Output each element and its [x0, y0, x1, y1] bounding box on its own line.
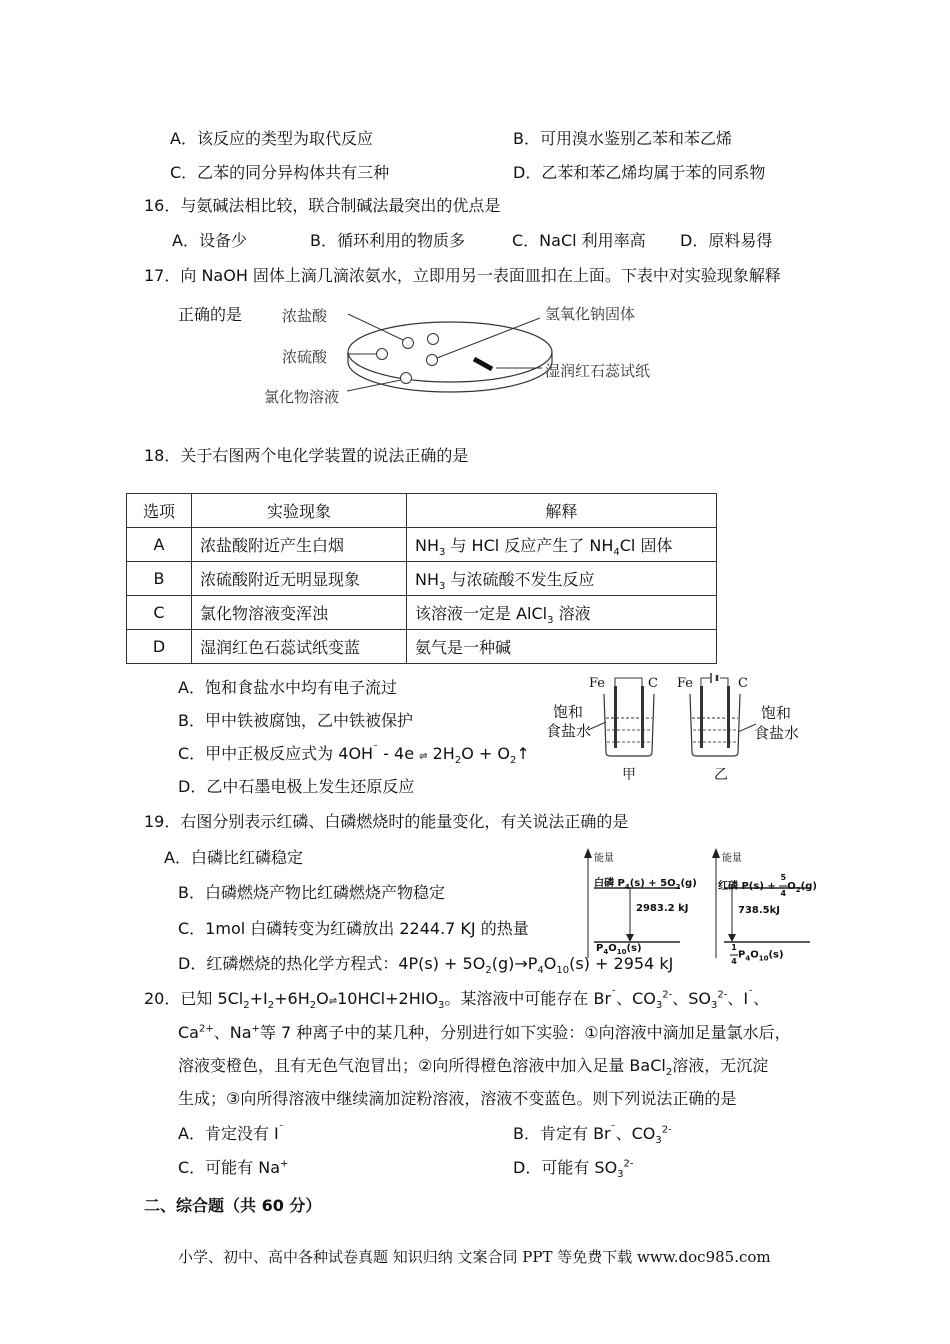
header-explanation: 解释 — [407, 494, 717, 528]
q20-line2: $Ca^{2+}$、Na+等 7 种离子中的某几种，分别进行如下实验：①向溶液中滴加足量氯水后， — [178, 1023, 791, 1042]
q17-stem-line1: 17．向 NaOH 固体上滴几滴浓氨水，立即用另一表面皿扣在上面。下表中对实验现象解释 — [144, 266, 781, 285]
white-axis-arrow — [584, 848, 592, 858]
yi-fe-label: Fe — [677, 676, 694, 691]
yi-beaker — [690, 694, 740, 756]
table-header — [127, 494, 717, 528]
label-chloride: 氯化物溶液 — [264, 388, 340, 406]
row-phenomenon: 湿润红色石蕊试纸变蓝 — [192, 630, 407, 664]
row-phenomenon: 浓盐酸附近产生白烟 — [192, 528, 407, 562]
experiment-table — [126, 493, 717, 664]
label-hcl: 浓盐酸 — [282, 307, 328, 325]
litmus-paper — [474, 359, 492, 369]
q19-option-c: C．1mol 白磷转变为红磷放出 2244.7 KJ 的热量 — [178, 919, 529, 938]
red-energy-label: 能量 — [722, 853, 742, 864]
table-row — [127, 562, 717, 596]
row-option: C — [127, 596, 192, 630]
q18-stem: 18．关于右图两个电化学装置的说法正确的是 — [144, 446, 469, 465]
q20-option-b: B．肯定有 $Br^ˉ$、$CO_3^{2-}$ — [513, 1124, 672, 1147]
q19-stem: 19．右图分别表示红磷、白磷燃烧时的能量变化，有关说法正确的是 — [144, 812, 629, 831]
q19-option-a: A．白磷比红磷稳定 — [164, 848, 303, 867]
jia-label: 甲 — [622, 767, 636, 783]
yi-c-electrode — [727, 686, 730, 748]
q16-option-b: B．循环利用的物质多 — [310, 231, 465, 250]
q20-option-d: D．可能有 $SO_3^{2-}$ — [513, 1158, 634, 1181]
row-phenomenon: 氯化物溶液变浑浊 — [192, 596, 407, 630]
q15-option-a: A．该反应的类型为取代反应 — [170, 129, 373, 148]
q18-option-d: D．乙中石墨电极上发生还原反应 — [178, 777, 415, 796]
header-option: 选项 — [127, 494, 192, 528]
jia-solution-label-2: 食盐水 — [546, 722, 592, 740]
jia-fe-label: Fe — [589, 676, 606, 691]
q17-stem-line2: 正确的是 — [178, 305, 243, 324]
yi-c-label: C — [738, 676, 748, 691]
q18-option-b: B．甲中铁被腐蚀，乙中铁被保护 — [178, 711, 413, 730]
q18-option-c: C．甲中正极反应式为 $4OH^ˉ - 4e$ ⇌ $2H_2O$ + $O_2↑$ — [178, 744, 530, 767]
white-enthalpy-value: 2983.2 kJ — [636, 903, 689, 914]
jia-beaker — [604, 694, 654, 756]
label-litmus: 湿润红石蕊试纸 — [545, 362, 651, 380]
row-explanation: 氨气是一种碱 — [407, 630, 717, 664]
row-explanation: $NH_3$ 与浓硫酸不发生反应 — [407, 562, 717, 596]
row-option: D — [127, 630, 192, 664]
row-option: B — [127, 562, 192, 596]
red-enthalpy-value: 738.5kJ — [738, 905, 781, 916]
row-phenomenon: 浓硫酸附近无明显现象 — [192, 562, 407, 596]
q20-option-a: A．肯定没有 $I^ˉ$ — [178, 1124, 284, 1143]
row-option: A — [127, 528, 192, 562]
row-explanation: $NH_3$ 与 HCl 反应产生了 $NH_4Cl$ 固体 — [407, 528, 717, 562]
q16-stem: 16．与氨碱法相比较，联合制碱法最突出的优点是 — [144, 196, 501, 215]
red-product-label: 1 ― $4P_4O_{10}(s)$ — [730, 943, 784, 966]
h2so4-drop — [377, 349, 388, 360]
q16-option-d: D．原料易得 — [680, 231, 773, 250]
q16-option-c: C．NaCl 利用率高 — [512, 231, 646, 250]
q18-option-a: A．饱和食盐水中均有电子流过 — [178, 678, 397, 697]
page-footer: 小学、初中、高中各种试卷真题 知识归纳 文案合同 PPT 等免费下载 www.doc985.com — [178, 1248, 771, 1266]
jia-fe-electrode — [614, 686, 617, 748]
yi-fe-electrode — [700, 686, 703, 748]
table-row — [127, 630, 717, 664]
jia-solution-label-1: 饱和 — [553, 703, 584, 721]
yi-label: 乙 — [714, 767, 728, 783]
q15-option-b: B．可用溴水鉴别乙苯和苯乙烯 — [513, 129, 732, 148]
table-row — [127, 596, 717, 630]
red-reactant-label: 红磷 P(s) + 5 ― $4O_2(g)$ — [718, 873, 817, 898]
white-product-label: $P_4O_{10}(s)$ — [596, 943, 642, 956]
jia-c-electrode — [641, 686, 644, 748]
q15-option-c: C．乙苯的同分异构体共有三种 — [170, 163, 390, 182]
yi-wire-left — [701, 678, 710, 686]
section-2-heading: 二、综合题（共 60 分） — [144, 1196, 322, 1215]
q19-option-b: B．白磷燃烧产物比红磷燃烧产物稳定 — [178, 883, 445, 902]
yi-solution-label-2: 食盐水 — [754, 724, 800, 742]
q20-line4: 生成；③向所得溶液中继续滴加淀粉溶液，溶液不变蓝色。则下列说法正确的是 — [178, 1089, 737, 1108]
hcl-drop — [403, 338, 414, 349]
yi-wire-right — [720, 678, 728, 686]
header-phenomenon: 实验现象 — [192, 494, 407, 528]
q16-option-a: A．设备少 — [172, 231, 247, 250]
white-reactant-label: 白磷 $P_4(s) + 5O_2(g)$ — [594, 878, 697, 891]
yi-solution-label-1: 饱和 — [761, 704, 792, 722]
q19-option-d: D．红磷燃烧的热化学方程式：$4P(s) + 5O_2(g)\to P_4O_{10}(s) + 2954$ kJ — [178, 954, 674, 977]
q20-option-c: C．可能有 Na+ — [178, 1158, 289, 1177]
label-h2so4: 浓硫酸 — [282, 348, 328, 366]
chloride-drop — [401, 373, 412, 384]
q20-line1: 20．已知 $5Cl_2+I_2+6H_2O\rightleftharpoons 10HCl+2HIO_3$。某溶液中可能存在 $Br^ˉ$、$CO_3^{2-}$、$SO_3^{2-}$、$I^ˉ$、 — [144, 989, 770, 1012]
white-energy-label: 能量 — [594, 853, 614, 864]
table-row — [127, 528, 717, 562]
q20-line3: 溶液变橙色，且有无色气泡冒出；②向所得橙色溶液中加入足量 BaCl$_2$溶液，无沉淀 — [178, 1056, 769, 1079]
naoh-drop-2 — [427, 355, 438, 366]
jia-wire — [615, 678, 642, 686]
jia-c-label: C — [648, 676, 658, 691]
q15-option-d: D．乙苯和苯乙烯均属于苯的同系物 — [513, 163, 766, 182]
naoh-drop — [428, 334, 439, 345]
label-naoh: 氢氧化钠固体 — [545, 305, 636, 323]
red-axis-arrow — [712, 848, 720, 858]
row-explanation: 该溶液一定是 AlCl$_3$ 溶液 — [407, 596, 717, 630]
